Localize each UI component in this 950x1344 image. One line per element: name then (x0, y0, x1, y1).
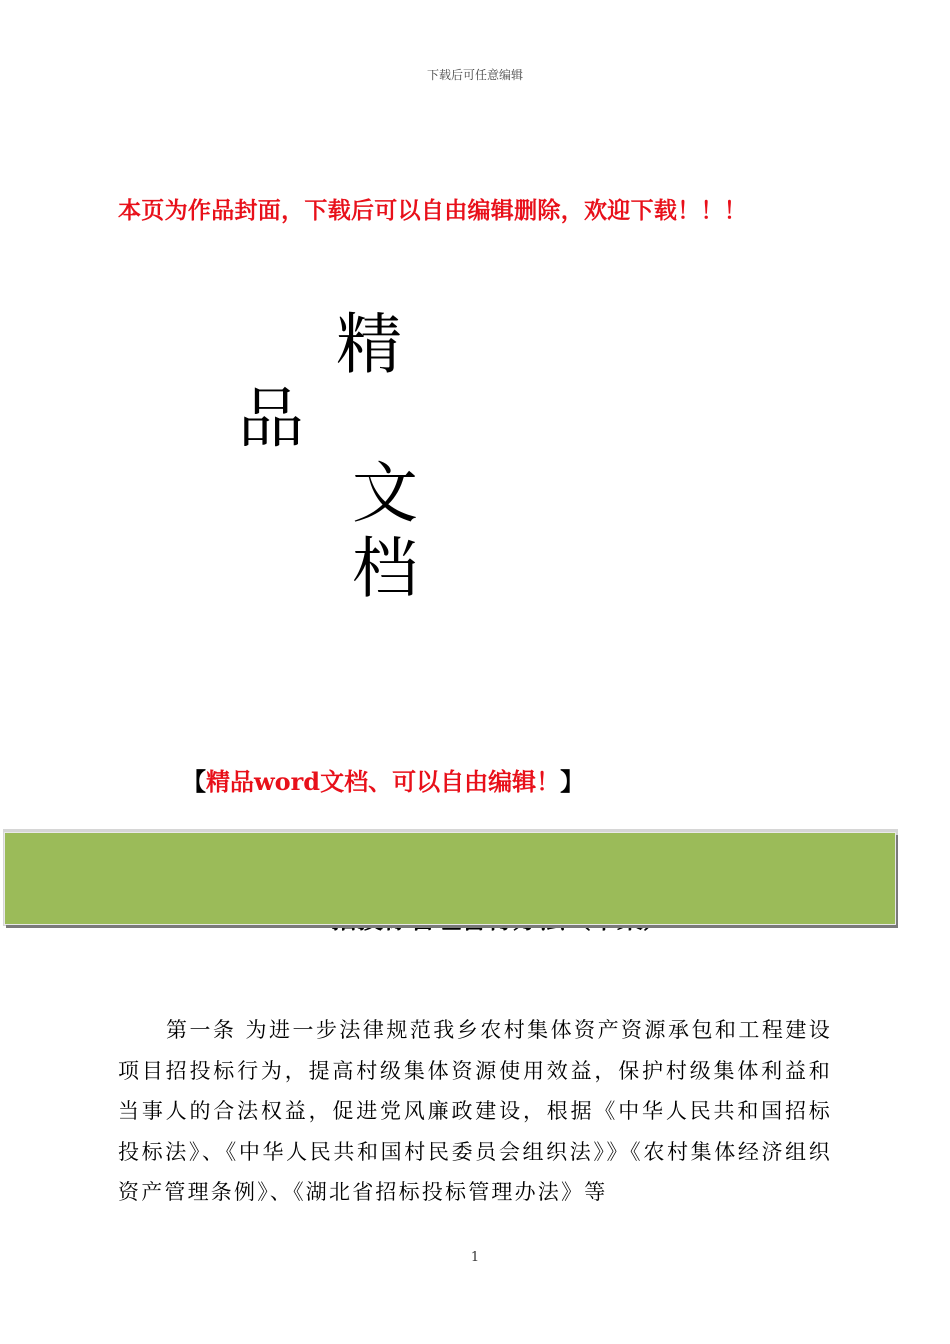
word-note-close-bracket: 】 (560, 767, 585, 796)
cover-char-pin: 品 (238, 380, 304, 457)
green-banner (4, 832, 896, 925)
cover-char-jing: 精 (336, 306, 402, 383)
cover-char-wen: 文 (352, 455, 418, 532)
page-number: 1 (470, 1250, 480, 1265)
page-header: 下载后可任意编辑 (426, 68, 523, 82)
word-note-open-bracket: 【 (182, 767, 206, 796)
word-note-text: 精品word文档、可以自由编辑！ (206, 767, 561, 796)
word-note (182, 762, 584, 797)
cover-char-dang: 档 (352, 530, 418, 607)
article-1-paragraph: 第一条 为进一步法律规范我乡农村集体资产资源承包和工程建设项目招投标行为，提高村级集体资源使用效益，保护村级集体利益和当事人的合法权益，促进党风廉政建设，根据《中华人民共和国招标投标法》、《中华人民共和国村民委员会组织法》》《农村集体经济组织资产管理条例》、《湖北省招标投标管理办法》等 (118, 1018, 832, 1204)
cover-notice: 本页为作品封面，下载后可以自由编辑删除，欢迎下载！！！ (118, 197, 748, 224)
document-body (118, 1010, 832, 1213)
